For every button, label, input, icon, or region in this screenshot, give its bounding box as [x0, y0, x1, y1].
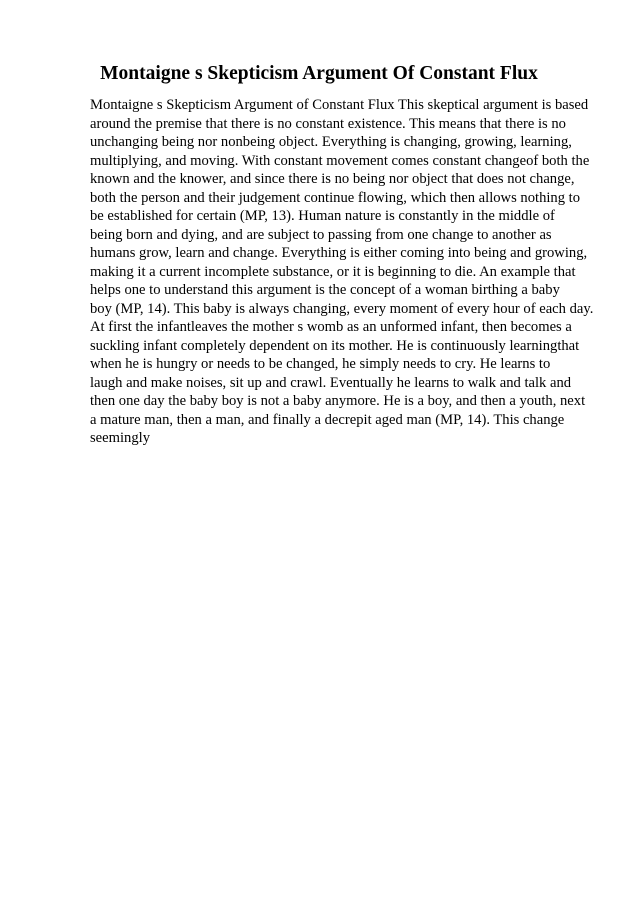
body-line: when he is hungry or needs to be changed, he simply needs to cry. He learns to	[90, 356, 551, 372]
body-line: Montaigne s Skepticism Argument of Constant Flux This skeptical argument is based	[90, 97, 589, 113]
body-line: then one day the baby boy is not a baby anymore. He is a boy, and then a youth, next	[90, 393, 586, 409]
body-line: be established for certain (MP, 13). Human nature is constantly in the middle of	[90, 208, 555, 224]
body-line: boy (MP, 14). This baby is always changing, every moment of every hour of each day.	[90, 300, 594, 317]
body-line: humans grow, learn and change. Everything is either coming into being and growing,	[90, 245, 588, 261]
body-line: around the premise that there is no constant existence. This means that there is no	[90, 115, 566, 132]
body-line: unchanging being nor nonbeing object. Everything is changing, growing, learning,	[90, 134, 572, 150]
body-line: helps one to understand this argument is the concept of a woman birthing a baby	[90, 282, 560, 298]
body-line: suckling infant completely dependent on its mother. He is continuously learningthat	[90, 337, 580, 354]
body-line: both the person and their judgement continue flowing, which then allows nothing to	[90, 189, 581, 206]
body-line: laugh and make noises, sit up and crawl. Eventually he learns to walk and talk and	[90, 374, 572, 391]
body-line: making it a current incomplete substance, or it is beginning to die. An example that	[90, 263, 576, 280]
document-title: Montaigne s Skepticism Argument Of Constant Flux	[100, 63, 538, 84]
body-line: multiplying, and moving. With constant movement comes constant changeof both the	[90, 152, 590, 169]
document-body	[90, 96, 610, 448]
body-line: seemingly	[90, 430, 150, 446]
body-line: a mature man, then a man, and finally a decrepit aged man (MP, 14). This change	[90, 411, 565, 428]
body-line: At first the infantleaves the mother s womb as an unformed infant, then becomes a	[90, 319, 572, 335]
body-line: known and the knower, and since there is no being nor object that does not change,	[90, 171, 575, 187]
body-line: being born and dying, and are subject to passing from one change to another as	[90, 226, 552, 243]
